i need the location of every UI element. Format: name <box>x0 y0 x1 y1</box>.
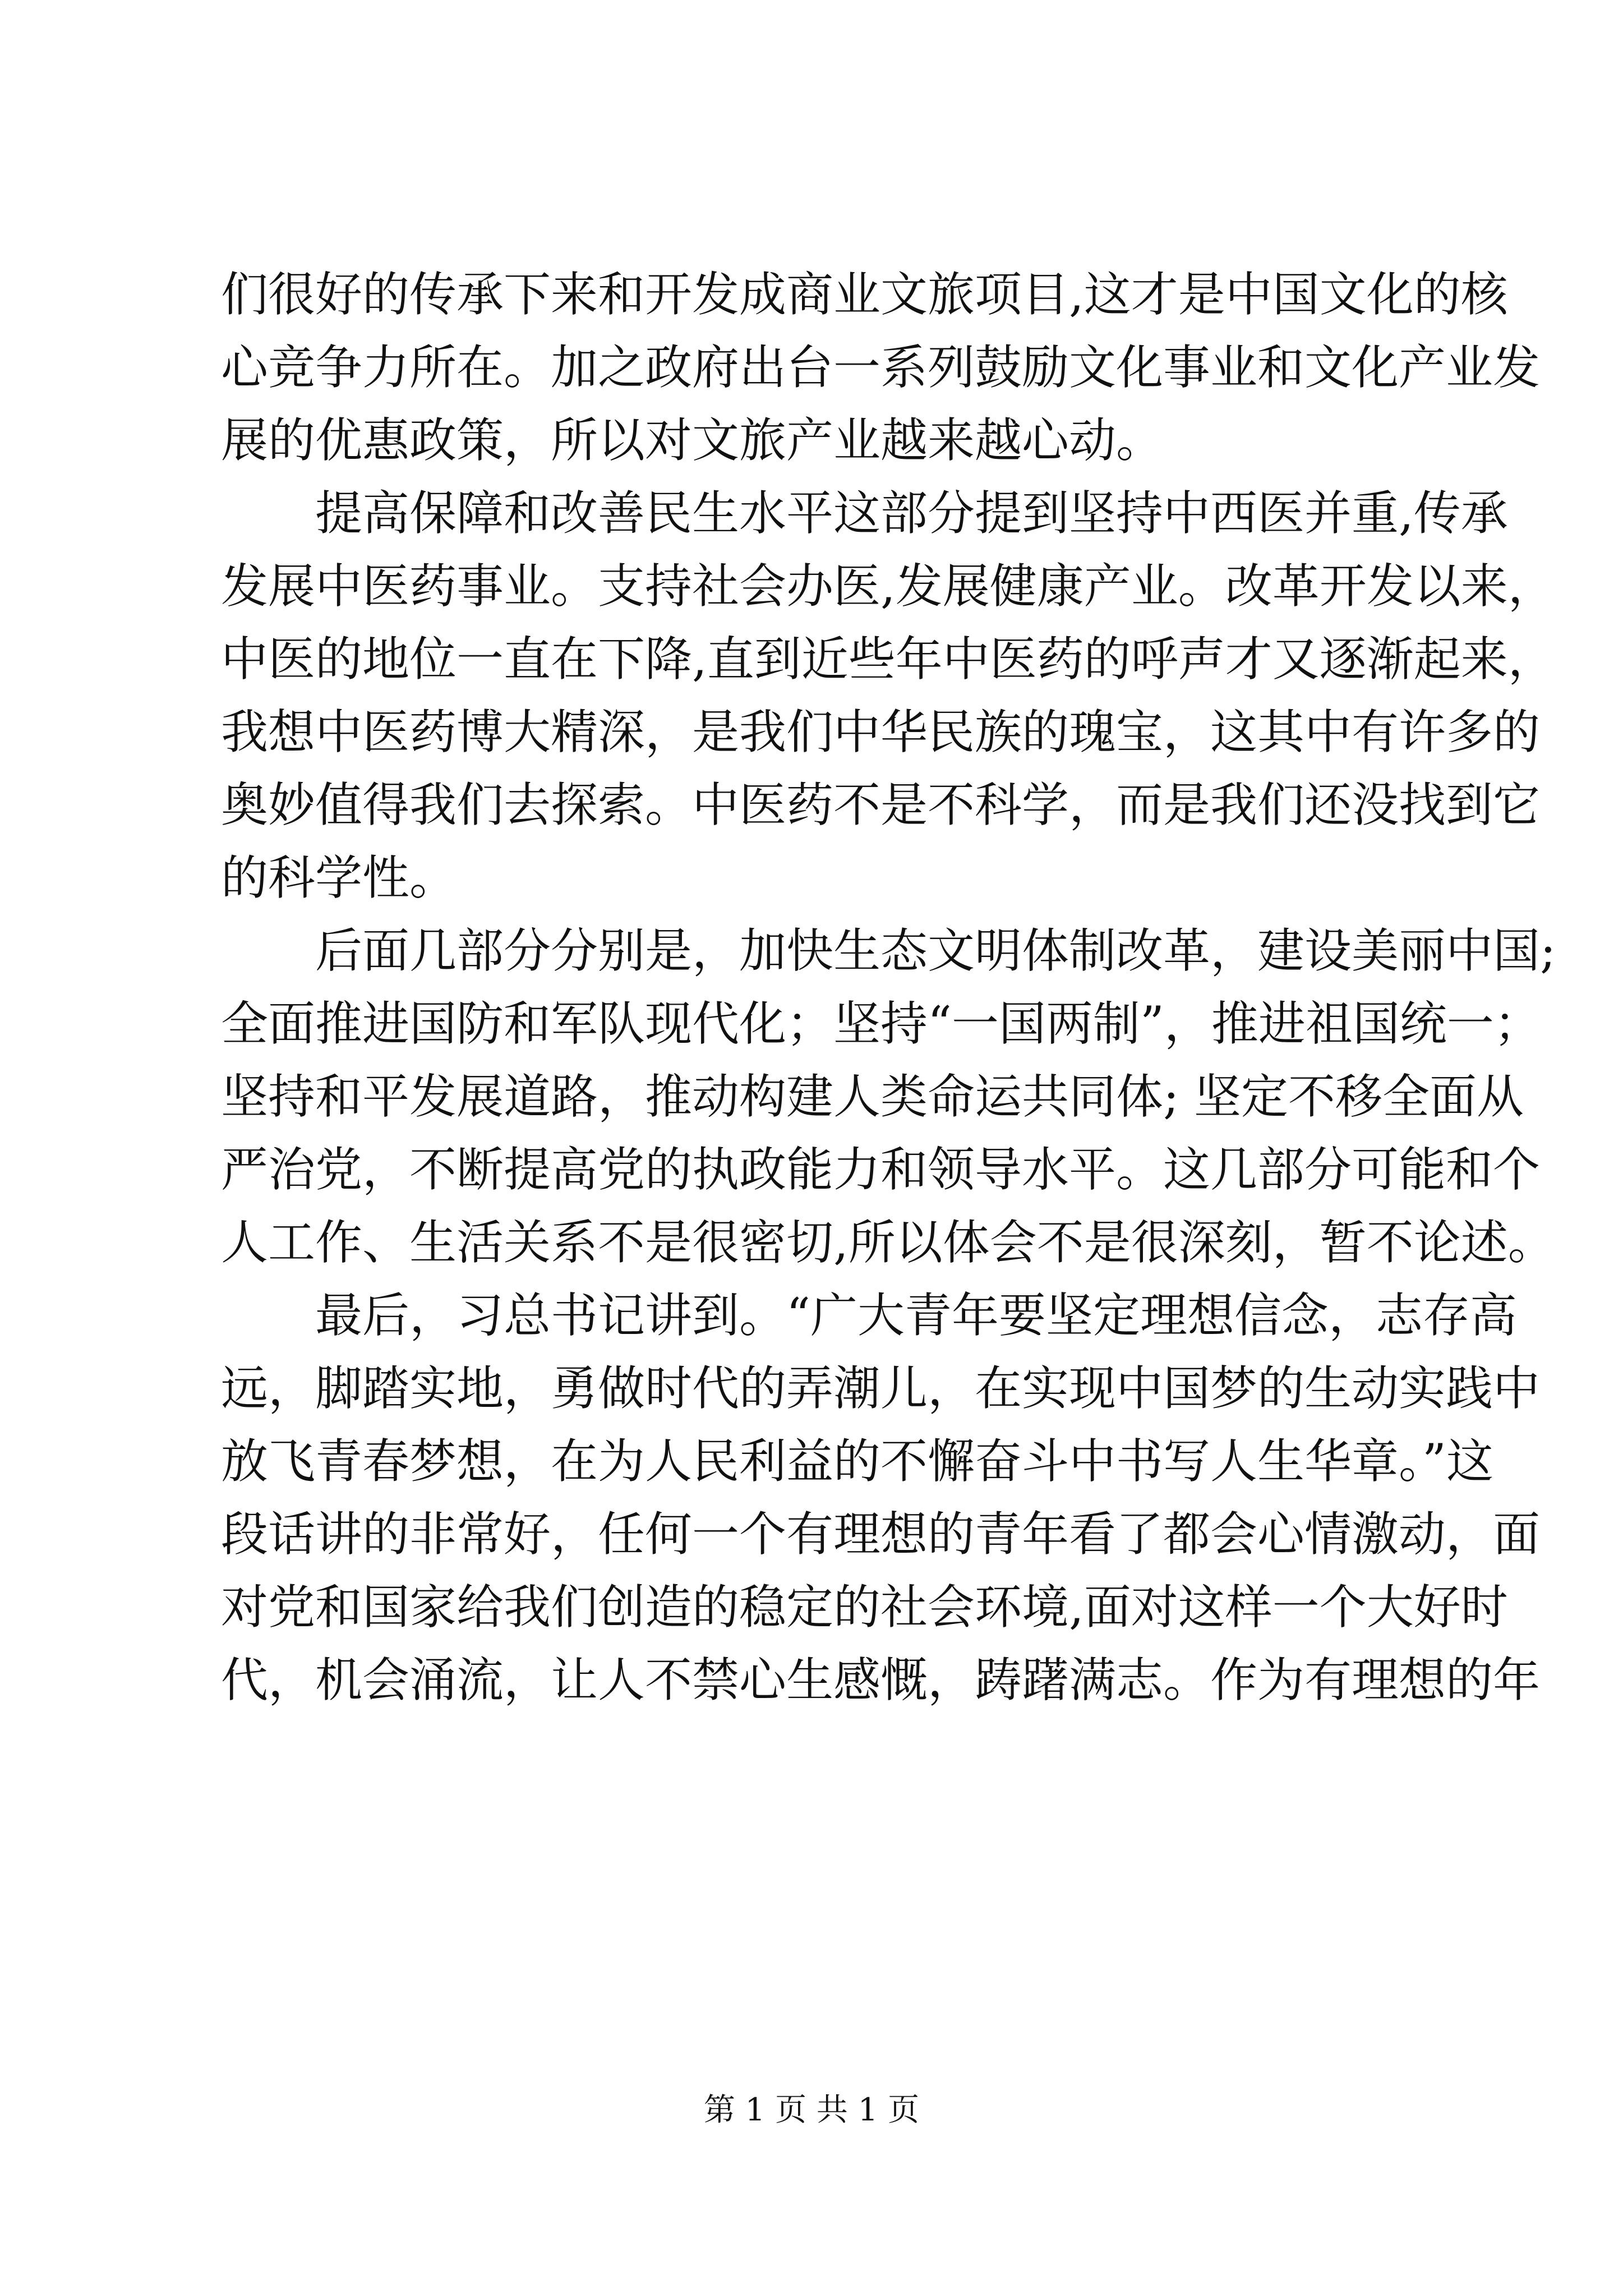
text-line: 远，脚踏实地，勇做时代的弄潮儿，在实现中国梦的生动实践中 <box>221 1361 1541 1416</box>
text-line: 我想中医药博大精深，是我们中华民族的瑰宝，这其中有许多的 <box>221 705 1541 760</box>
text-line: 展的优惠政策，所以对文旅产业越来越心动。 <box>221 413 1164 468</box>
text-line: 放飞青春梦想，在为人民利益的不懈奋斗中书写人生华章。”这 <box>221 1434 1493 1489</box>
text-line: 代，机会涌流，让人不禁心生感慨，踌躇满志。作为有理想的年 <box>221 1653 1541 1708</box>
page-number-footer: 第 1 页 共 1 页 <box>703 2092 920 2128</box>
text-line: 的科学性。 <box>221 850 457 905</box>
text-line: 奥妙值得我们去探索。中医药不是不科学，而是我们还没找到它 <box>221 777 1541 832</box>
text-line: 人工作、生活关系不是很密切,所以体会不是很深刻，暂不论述。 <box>221 1215 1555 1270</box>
text-line: 最后，习总书记讲到。“广大青年要坚定理想信念，志存高 <box>315 1288 1517 1343</box>
text-line: 提高保障和改善民生水平这部分提到坚持中西医并重,传承 <box>315 486 1508 541</box>
text-line: 严治党，不断提高党的执政能力和领导水平。这几部分可能和个 <box>221 1142 1541 1197</box>
text-line: 中医的地位一直在下降,直到近些年中医药的呼声才又逐渐起来， <box>221 632 1555 687</box>
text-line: 发展中医药事业。支持社会办医,发展健康产业。改革开发以来， <box>221 559 1555 614</box>
text-line: 后面几部分分别是，加快生态文明体制改革，建设美丽中国; <box>315 923 1556 978</box>
text-line: 们很好的传承下来和开发成商业文旅项目,这才是中国文化的核 <box>221 267 1508 322</box>
text-line: 段话讲的非常好，任何一个有理想的青年看了都会心情激动，面 <box>221 1507 1541 1562</box>
body-text <box>221 258 1556 1717</box>
text-line: 坚持和平发展道路，推动构建人类命运共同体; 坚定不移全面从 <box>221 1069 1524 1124</box>
text-line: 心竞争力所在。加之政府出台一系列鼓励文化事业和文化产业发 <box>221 340 1541 395</box>
text-line: 对党和国家给我们创造的稳定的社会环境,面对这样一个大好时 <box>221 1580 1508 1635</box>
text-line: 全面推进国防和军队现代化；坚持“一国两制”，推进祖国统一； <box>221 996 1541 1051</box>
